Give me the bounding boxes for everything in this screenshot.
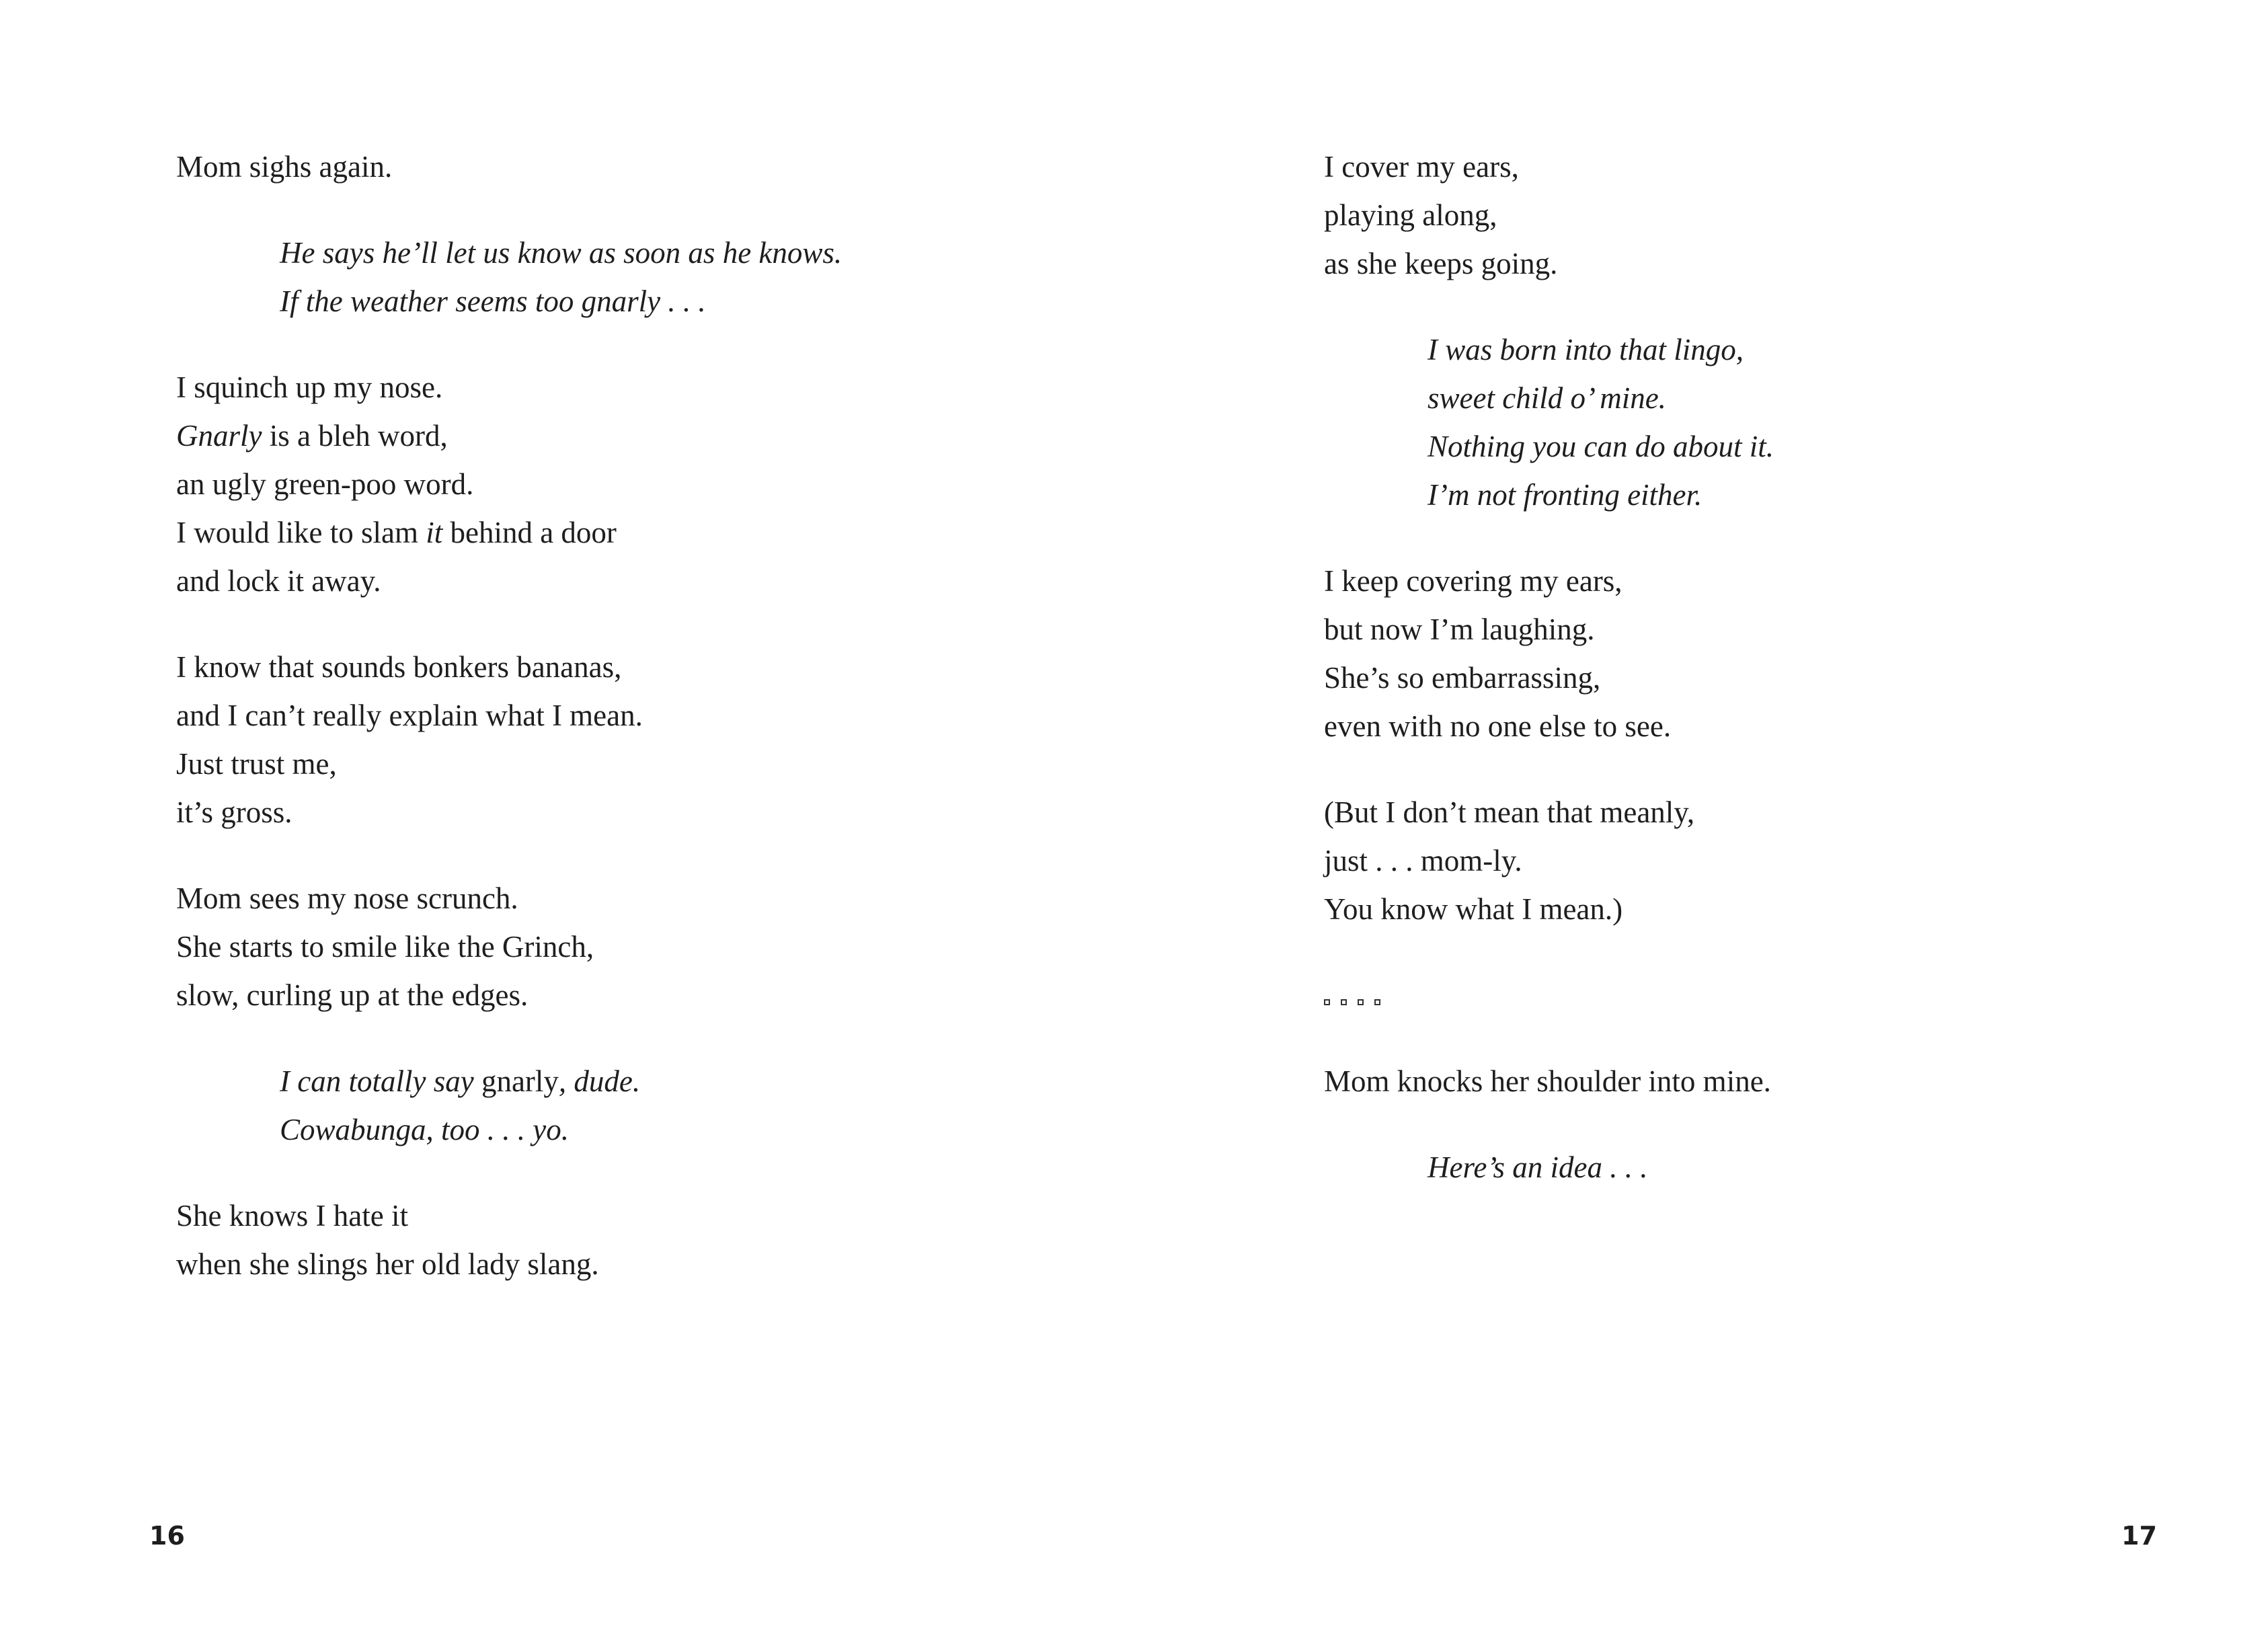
- poem-line: She knows I hate it: [176, 1199, 408, 1233]
- stanza: [1324, 788, 1774, 933]
- right-page-text: [1324, 143, 1774, 1229]
- stanza: [176, 874, 842, 1019]
- emphasis-text: it: [426, 516, 443, 549]
- dialogue-line: If the weather seems too gnarly . . .: [280, 284, 706, 318]
- roman-text: gnarly: [481, 1064, 559, 1098]
- right-page: [1134, 0, 2268, 1640]
- poem-line: I squinch up my nose.: [176, 370, 443, 404]
- stanza: [176, 1192, 842, 1288]
- left-page-text: [176, 143, 842, 1326]
- stanza: [176, 363, 842, 605]
- page-number: 17: [2121, 1521, 2157, 1551]
- poem-line: even with no one else to see.: [1324, 709, 1672, 743]
- poem-line: Mom knocks her shoulder into mine.: [1324, 1064, 1771, 1098]
- dialogue-line: Cowabunga, too . . . yo.: [280, 1113, 570, 1146]
- poem-line: slow, curling up at the edges.: [176, 978, 529, 1012]
- dialogue-stanza: [1324, 325, 1774, 519]
- poem-line: I cover my ears,: [1324, 150, 1519, 184]
- poem-line: You know what I mean.): [1324, 892, 1623, 926]
- poem-line: it’s gross.: [176, 795, 292, 829]
- emphasis-text: Gnarly: [176, 419, 262, 453]
- dialogue-text: I can totally say: [280, 1064, 481, 1098]
- poem-line: and I can’t really explain what I mean.: [176, 699, 643, 732]
- dialogue-line: sweet child o’ mine.: [1428, 381, 1666, 415]
- dialogue-line: Here’s an idea . . .: [1428, 1150, 1648, 1184]
- poem-line: as she keeps going.: [1324, 247, 1558, 280]
- poem-line: I know that sounds bonkers bananas,: [176, 650, 622, 684]
- poem-line: [176, 508, 842, 557]
- line-text: behind a door: [442, 516, 617, 549]
- poem-line: Mom sighs again.: [176, 150, 393, 184]
- stanza: [1324, 143, 1774, 288]
- poem-line: I keep covering my ears,: [1324, 564, 1622, 598]
- poem-line: and lock it away.: [176, 564, 381, 598]
- poem-line: an ugly green-poo word.: [176, 467, 474, 501]
- stanza: [1324, 557, 1774, 750]
- poem-line: She starts to smile like the Grinch,: [176, 930, 594, 964]
- poem-line: (But I don’t mean that meanly,: [1324, 795, 1695, 829]
- break-square-icon: [1324, 999, 1330, 1005]
- page-number: 16: [149, 1521, 185, 1551]
- poem-line: when she slings her old lady slang.: [176, 1247, 599, 1281]
- section-break: [1324, 971, 1774, 1019]
- break-square-icon: [1341, 999, 1347, 1005]
- dialogue-line: I’m not fronting either.: [1428, 478, 1703, 512]
- poem-line: Mom sees my nose scrunch.: [176, 882, 518, 915]
- poem-line: but now I’m laughing.: [1324, 613, 1595, 646]
- dialogue-stanza: [176, 1057, 842, 1154]
- dialogue-line: He says he’ll let us know as soon as he knows.: [280, 236, 843, 270]
- line-text: I would like to slam: [176, 516, 426, 549]
- dialogue-stanza: [1324, 1143, 1774, 1192]
- dialogue-line: [280, 1057, 842, 1105]
- dialogue-line: I was born into that lingo,: [1428, 333, 1744, 366]
- poem-line: just . . . mom-ly.: [1324, 844, 1522, 877]
- dialogue-stanza: [176, 229, 842, 325]
- break-square-icon: [1358, 999, 1364, 1005]
- stanza: [176, 143, 842, 191]
- line-text: is a bleh word,: [262, 419, 448, 453]
- dialogue-text: , dude.: [558, 1064, 641, 1098]
- stanza: [176, 643, 842, 836]
- dialogue-line: Nothing you can do about it.: [1428, 430, 1774, 463]
- poem-line: playing along,: [1324, 198, 1497, 232]
- stanza: [1324, 1057, 1774, 1105]
- break-square-icon: [1374, 999, 1380, 1005]
- poem-line: [176, 412, 842, 460]
- poem-line: Just trust me,: [176, 747, 337, 781]
- poem-line: She’s so embarrassing,: [1324, 661, 1601, 695]
